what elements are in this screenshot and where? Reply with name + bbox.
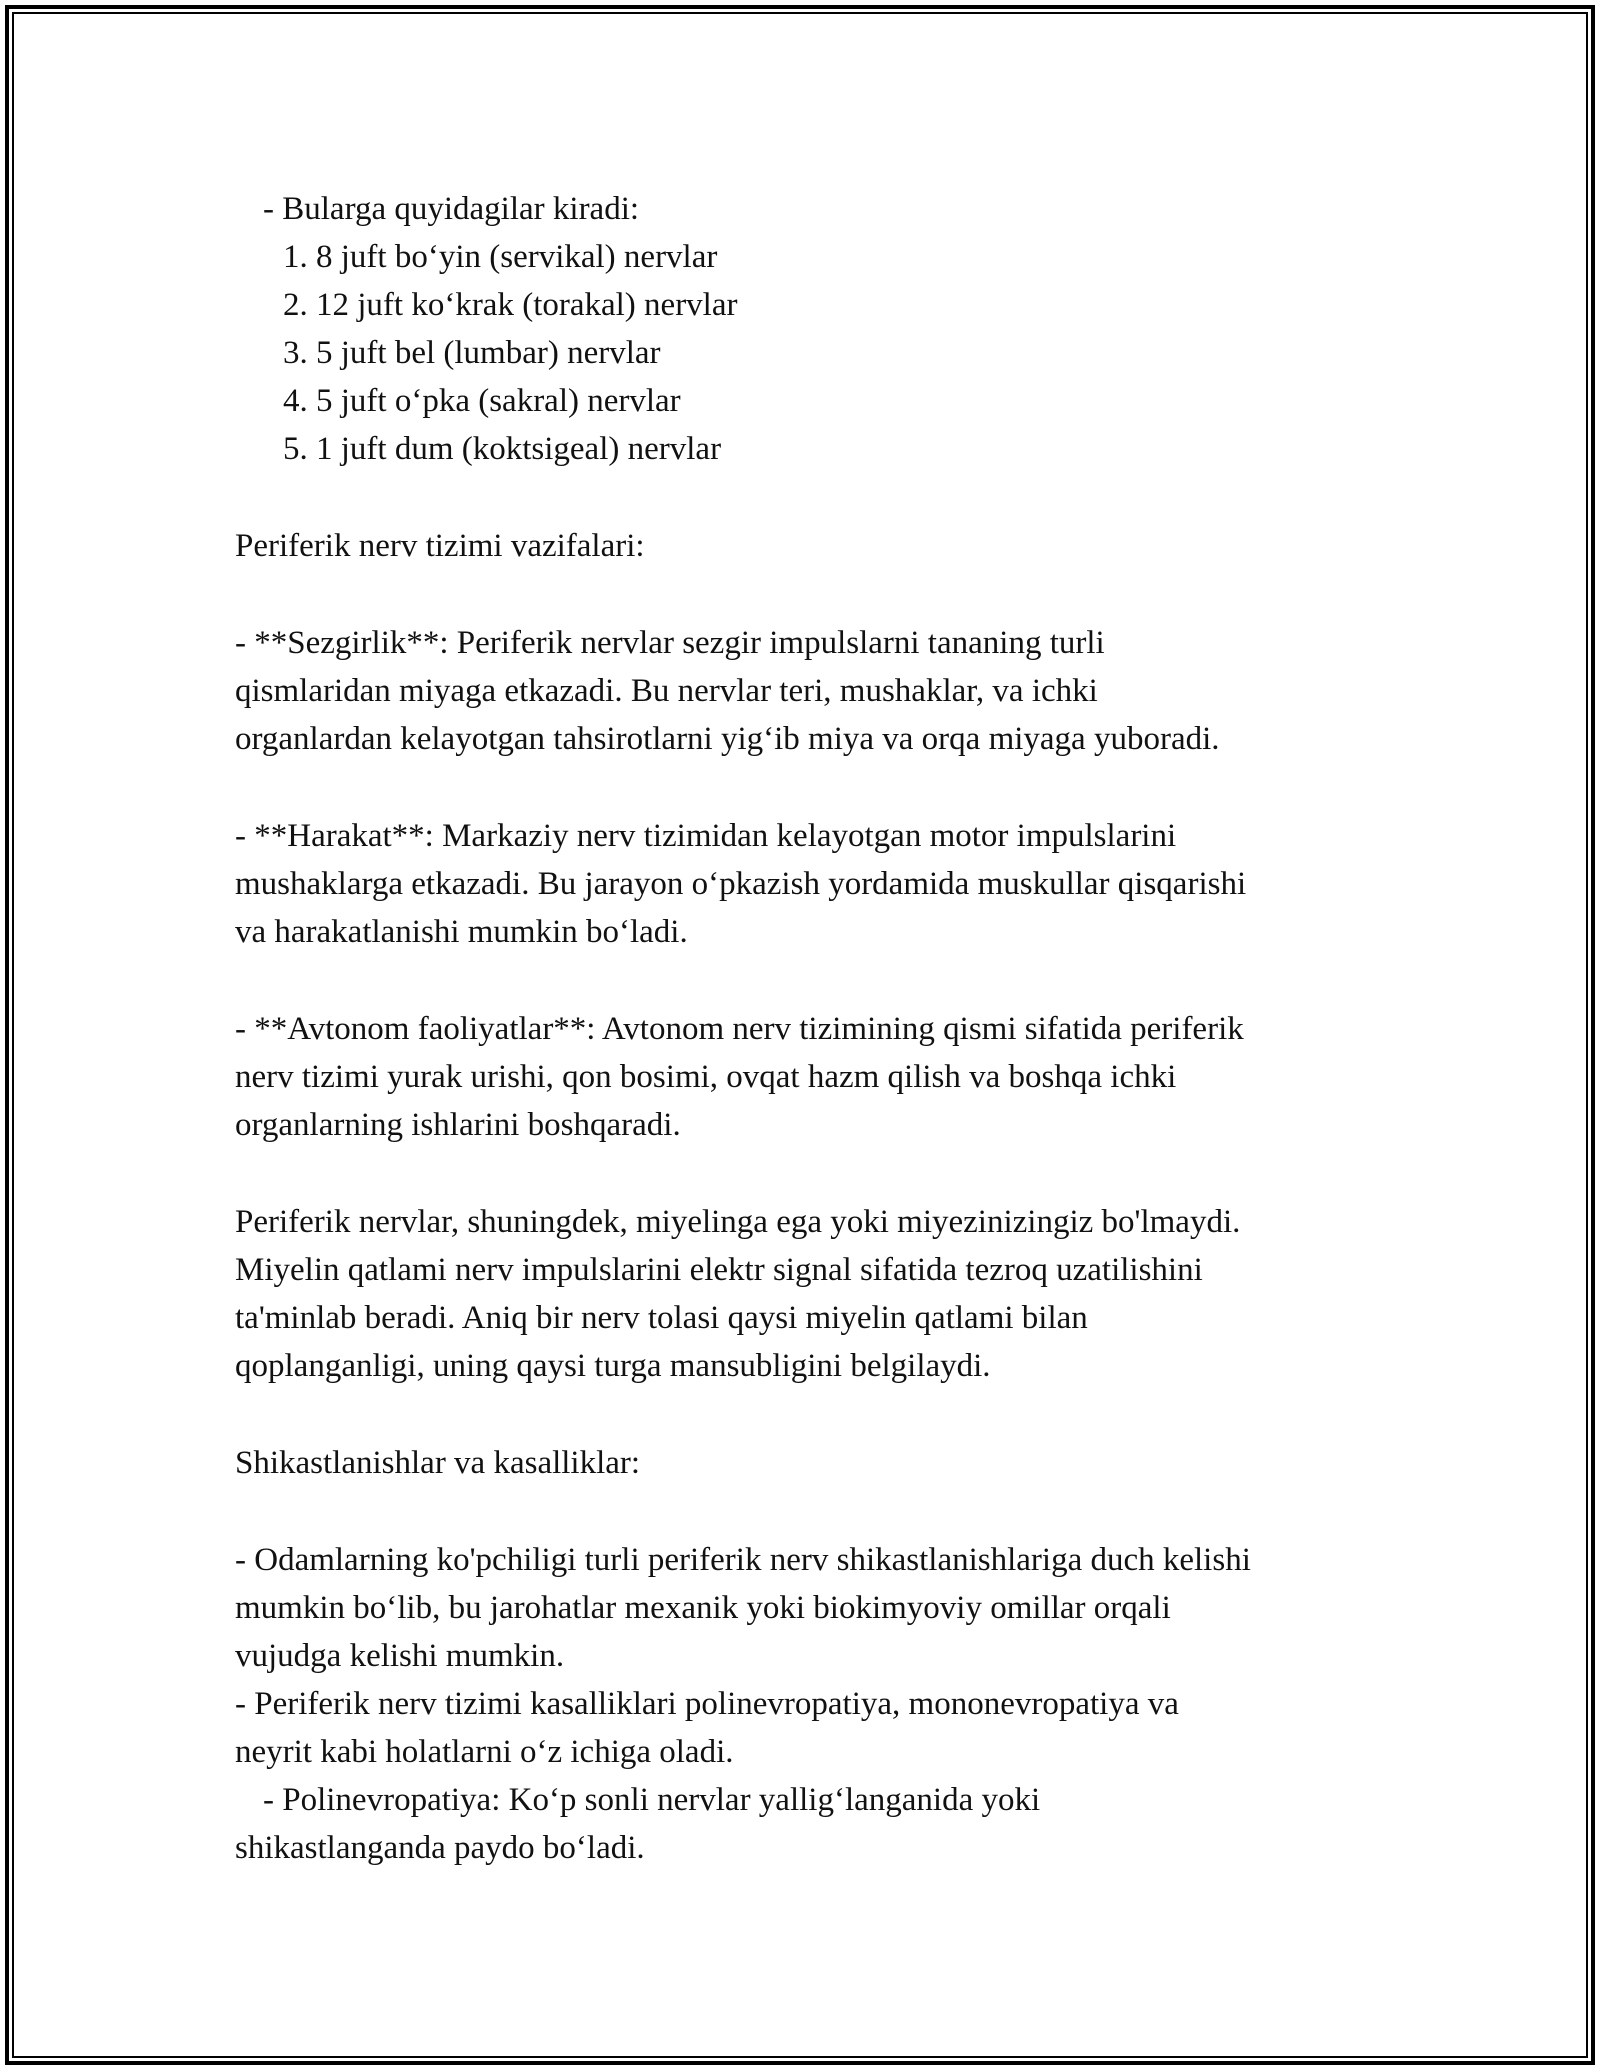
paragraph-line: qoplanganligi, uning qaysi turga mansubligini belgilaydi.: [235, 1348, 991, 1384]
paragraph-line: qismlaridan miyaga etkazadi. Bu nervlar teri, mushaklar, va ichki: [235, 673, 1098, 709]
paragraph-line: shikastlanganda paydo bo‘ladi.: [235, 1830, 645, 1866]
paragraph-injuries-2: [235, 1680, 1395, 1776]
paragraph-line: mushaklarga etkazadi. Bu jarayon o‘pkazish yordamida muskullar qisqarishi: [235, 866, 1247, 902]
paragraph-miyelin: [235, 1198, 1395, 1390]
paragraph-harakat: [235, 812, 1395, 956]
paragraph-line: va harakatlanishi mumkin bo‘ladi.: [235, 914, 688, 950]
paragraph-sezgirlik: [235, 619, 1395, 763]
spacer: [235, 1149, 1395, 1198]
list-item: 5. 1 juft dum (koktsigeal) nervlar: [283, 431, 722, 467]
spacer: [235, 1390, 1395, 1439]
intro-line: - Bularga quyidagilar kiradi:: [263, 191, 640, 227]
spacer: [235, 763, 1395, 812]
paragraph-injuries-1: [235, 1536, 1395, 1680]
paragraph-line: organlardan kelayotgan tahsirotlarni yig‘ib miya va orqa miyaga yuboradi.: [235, 721, 1220, 757]
paragraph-line: - Polinevropatiya: Ko‘p sonli nervlar yallig‘langanida yoki: [263, 1782, 1041, 1818]
list-item: 4. 5 juft o‘pka (sakral) nervlar: [283, 383, 681, 419]
paragraph-line: neyrit kabi holatlarni o‘z ichiga oladi.: [235, 1734, 734, 1770]
nerve-pairs-list: [235, 233, 1395, 473]
paragraph-line: - **Sezgirlik**: Periferik nervlar sezgir impulslarni tananing turli: [235, 625, 1105, 661]
paragraph-line: ta'minlab beradi. Aniq bir nerv tolasi qaysi miyelin qatlami bilan: [235, 1300, 1088, 1336]
list-item: 1. 8 juft bo‘yin (servikal) nervlar: [283, 239, 718, 275]
paragraph-line: mumkin bo‘lib, bu jarohatlar mexanik yoki biokimyoviy omillar orqali: [235, 1590, 1171, 1626]
paragraph-line: - **Harakat**: Markaziy nerv tizimidan kelayotgan motor impulslarini: [235, 818, 1177, 854]
paragraph-line: - Odamlarning ko'pchiligi turli periferik nerv shikastlanishlariga duch kelishi: [235, 1542, 1251, 1578]
spacer: [235, 473, 1395, 522]
paragraph-line: vujudga kelishi mumkin.: [235, 1638, 565, 1674]
paragraph-line: Periferik nervlar, shuningdek, miyelinga ega yoki miyezinizingiz bo'lmaydi.: [235, 1204, 1241, 1240]
paragraph-line: - **Avtonom faoliyatlar**: Avtonom nerv tizimining qismi sifatida periferik: [235, 1011, 1244, 1047]
paragraph-line: - Periferik nerv tizimi kasalliklari polinevropatiya, mononevropatiya va: [235, 1686, 1179, 1722]
functions-heading: Periferik nerv tizimi vazifalari:: [235, 528, 645, 564]
spacer: [235, 956, 1395, 1005]
list-item: 3. 5 juft bel (lumbar) nervlar: [283, 335, 661, 371]
paragraph-polinevropatiya: [235, 1776, 1395, 1872]
document-body: [235, 185, 1395, 1872]
paragraph-line: organlarning ishlarini boshqaradi.: [235, 1107, 681, 1143]
list-item: 2. 12 juft ko‘krak (torakal) nervlar: [283, 287, 738, 323]
spacer: [235, 570, 1395, 619]
paragraph-line: nerv tizimi yurak urishi, qon bosimi, ovqat hazm qilish va boshqa ichki: [235, 1059, 1177, 1095]
paragraph-line: Miyelin qatlami nerv impulslarini elektr signal sifatida tezroq uzatilishini: [235, 1252, 1203, 1288]
spacer: [235, 1487, 1395, 1536]
injuries-heading: Shikastlanishlar va kasalliklar:: [235, 1445, 641, 1481]
paragraph-avtonom: [235, 1005, 1395, 1149]
